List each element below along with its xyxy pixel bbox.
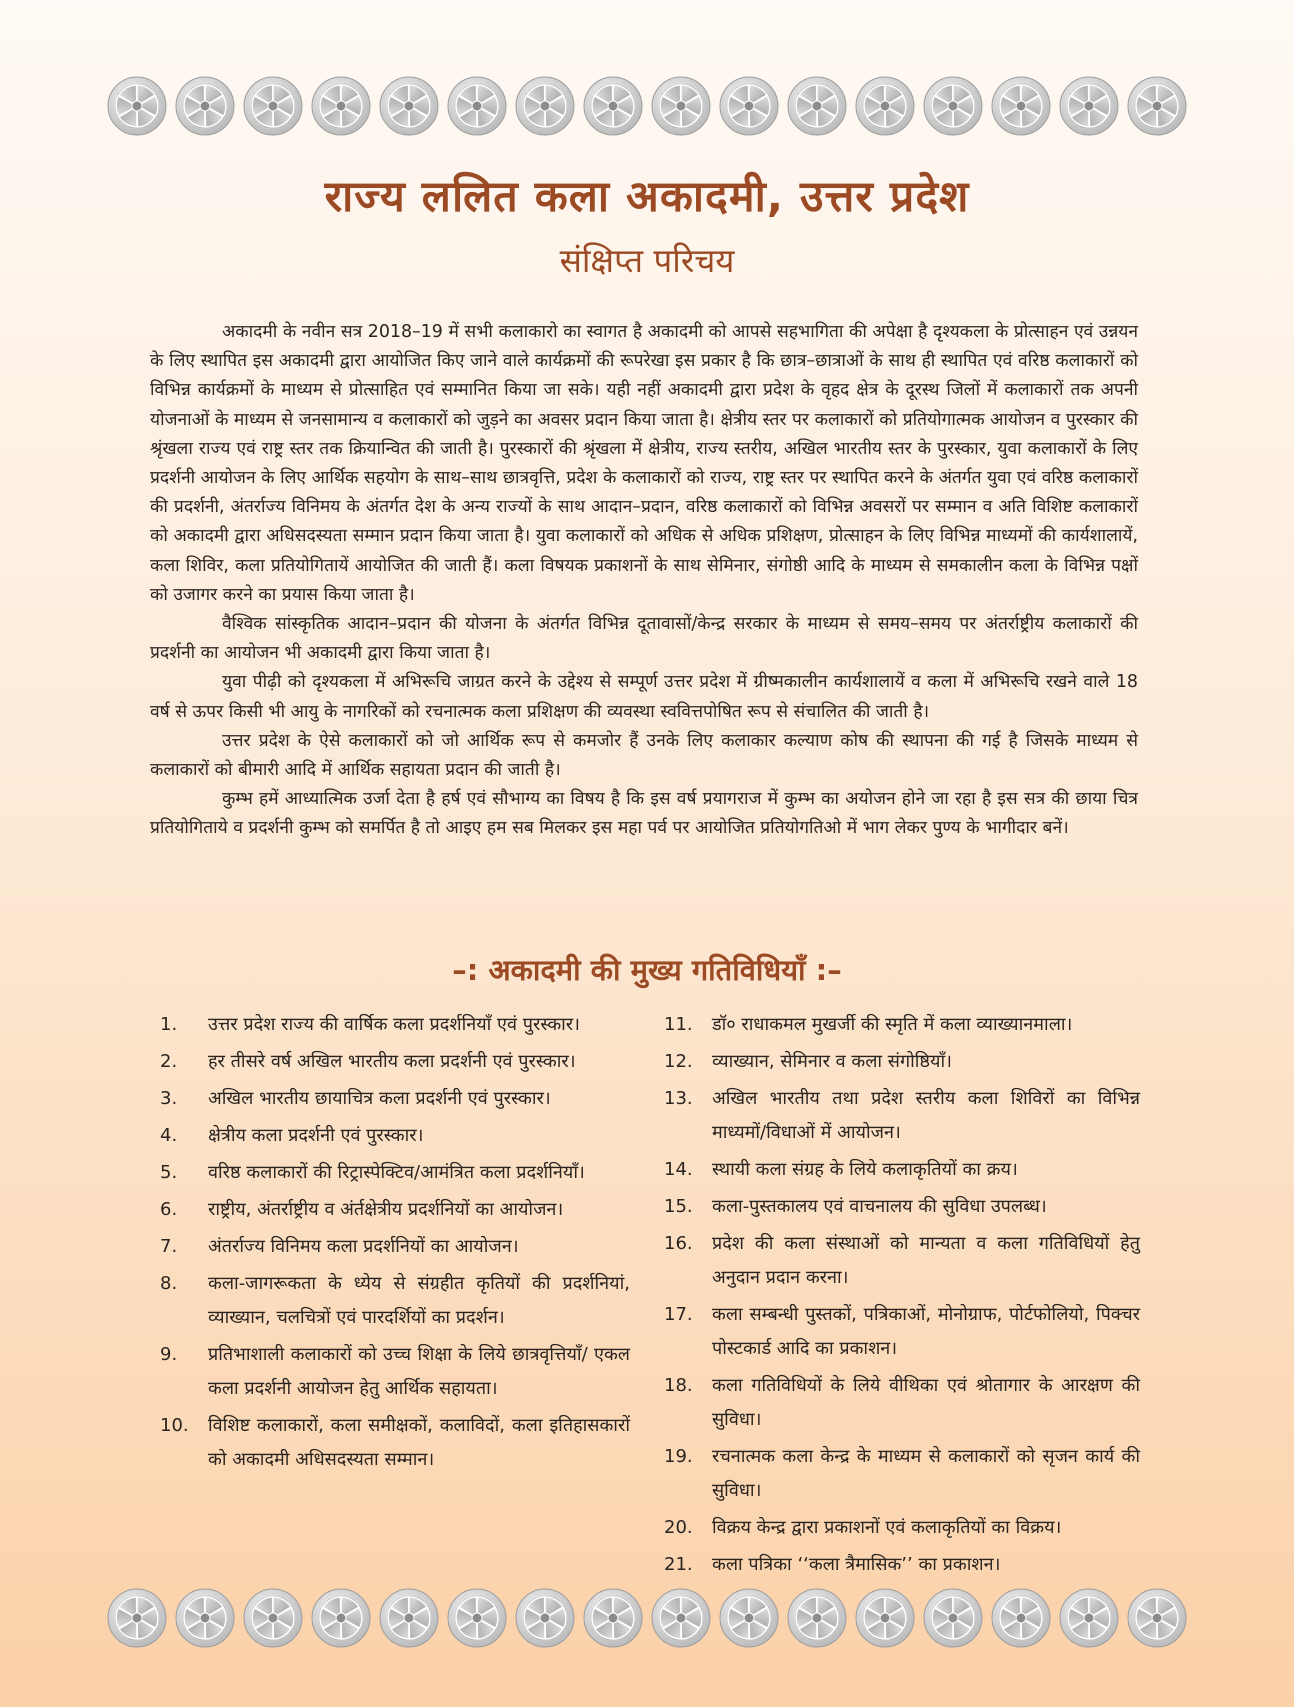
camera-shutter-icon xyxy=(175,76,235,140)
camera-shutter-icon xyxy=(243,1588,303,1652)
activity-number: 3. xyxy=(160,1088,178,1109)
camera-shutter-icon xyxy=(991,1588,1051,1652)
activity-item xyxy=(160,1193,630,1227)
camera-shutter-icon xyxy=(855,76,915,140)
camera-shutter-icon xyxy=(719,1588,779,1652)
activity-number: 9. xyxy=(160,1344,178,1365)
camera-shutter-icon xyxy=(787,1588,847,1652)
camera-shutter-icon xyxy=(515,76,575,140)
activity-item xyxy=(160,1008,630,1042)
camera-shutter-icon xyxy=(1059,1588,1119,1652)
activity-number: 4. xyxy=(160,1125,178,1146)
activity-number: 12. xyxy=(664,1051,693,1072)
activity-text: कला पत्रिका ‘‘कला त्रैमासिक’’ का प्रकाशन। xyxy=(712,1554,1001,1575)
activity-text: स्थायी कला संग्रह के लिये कलाकृतियों का क्रय। xyxy=(712,1159,1018,1180)
camera-shutter-icon xyxy=(651,76,711,140)
activity-number: 21. xyxy=(664,1554,693,1575)
camera-shutter-icon xyxy=(447,76,507,140)
intro-paragraph: उत्तर प्रदेश के ऐसे कलाकारों को जो आर्थिक रूप से कमजोर हैं उनके लिए कलाकार कल्याण कोष की स्थापना की गई है जिसके माध्यम से कलाकारों को बीमारी आदि में आर्थिक सहायता प्रदान की जाती है। xyxy=(150,730,1138,781)
intro-paragraph: युवा पीढ़ी को दृश्यकला में अभिरूचि जाग्रत करने के उद्देश्य से सम्पूर्ण उत्तर प्रदेश में ग्रीष्मकालीन कार्यशालायें व कला में अभिरूचि रखने वाले 18 वर्ष से ऊपर किसी भी आयु के नागरिकों को रचनात्मक कला प्रशिक्षण की व्यवस्था स्ववित्तपोषित रूप से संचालित की जाती है। xyxy=(150,672,1138,722)
camera-shutter-icon xyxy=(1127,76,1187,140)
intro-paragraph: कुम्भ हमें आध्यात्मिक उर्जा देता है हर्ष एवं सौभाग्य का विषय है कि इस वर्ष प्रयागराज में कुम्भ का अयोजन होने जा रहा है इस सत्र की छाया चित्र प्रतियोगिताये व प्रदर्शनी कुम्भ को समर्पित है तो आइए हम सब मिलकर इस महा पर्व पर आयोजित प्रतियोगतिओ में भाग लेकर पुण्य के भागीदार बनें। xyxy=(150,789,1138,839)
activity-item xyxy=(664,1440,1140,1508)
camera-shutter-icon xyxy=(923,1588,983,1652)
page-subtitle: संक्षिप्त परिचय xyxy=(559,241,735,280)
activity-number: 15. xyxy=(664,1196,693,1217)
camera-shutter-icon xyxy=(379,76,439,140)
activity-text: वरिष्ठ कलाकारों की रिट्रास्पेक्टिव/आमंत्रित कला प्रदर्शनियाँ। xyxy=(208,1162,585,1183)
camera-shutter-icon xyxy=(243,76,303,140)
bottom-shutter-border xyxy=(0,1588,1294,1652)
activity-text: उत्तर प्रदेश राज्य की वार्षिक कला प्रदर्शनियाँ एवं पुरस्कार। xyxy=(208,1014,580,1035)
activity-text: अखिल भारतीय छायाचित्र कला प्रदर्शनी एवं पुरस्कार। xyxy=(208,1088,551,1109)
activity-text: व्याख्यान, सेमिनार व कला संगोष्ठियाँ। xyxy=(712,1051,952,1072)
activity-number: 7. xyxy=(160,1236,178,1257)
activity-item xyxy=(664,1082,1140,1150)
activity-item xyxy=(664,1008,1140,1042)
top-shutter-border xyxy=(0,76,1294,140)
activity-item xyxy=(664,1548,1140,1582)
activity-text: क्षेत्रीय कला प्रदर्शनी एवं पुरस्कार। xyxy=(208,1125,424,1146)
activity-number: 1. xyxy=(160,1014,178,1035)
activity-item xyxy=(160,1119,630,1153)
activity-text: अंतर्राज्य विनिमय कला प्रदर्शनियों का आयोजन। xyxy=(208,1236,519,1257)
page-title: राज्य ललित कला अकादमी, उत्तर प्रदेश xyxy=(324,172,970,222)
activity-item xyxy=(160,1230,630,1264)
activity-text: प्रतिभाशाली कलाकारों को उच्च शिक्षा के लिये छात्रवृत्तियाँ/ एकल कला प्रदर्शनी आयोजन हेतु आर्थिक सहायता। xyxy=(208,1344,630,1399)
activity-item xyxy=(664,1298,1140,1366)
camera-shutter-icon xyxy=(651,1588,711,1652)
activity-text: विशिष्ट कलाकारों, कला समीक्षकों, कलाविदों, कला इतिहासकारों को अकादमी अधिसदस्यता सम्मान। xyxy=(208,1415,630,1470)
camera-shutter-icon xyxy=(515,1588,575,1652)
activity-number: 19. xyxy=(664,1446,693,1467)
activity-text: कला-पुस्तकालय एवं वाचनालय की सुविधा उपलब्ध। xyxy=(712,1196,1047,1217)
activity-number: 11. xyxy=(664,1014,693,1035)
activity-number: 16. xyxy=(664,1233,693,1254)
camera-shutter-icon xyxy=(175,1588,235,1652)
activity-number: 14. xyxy=(664,1159,693,1180)
activity-item xyxy=(664,1153,1140,1187)
activity-item xyxy=(160,1409,630,1477)
camera-shutter-icon xyxy=(107,1588,167,1652)
camera-shutter-icon xyxy=(1059,76,1119,140)
activity-text: कला-जागरूकता के ध्येय से संग्रहीत कृतियों की प्रदर्शनियां, व्याख्यान, चलचित्रों एवं पारदर्शियों का प्रदर्शन। xyxy=(208,1273,630,1328)
activities-heading: –: अकादमी की मुख्य गतिविधियाँ :– xyxy=(452,953,842,987)
camera-shutter-icon xyxy=(719,76,779,140)
activity-item xyxy=(664,1227,1140,1295)
activity-text: कला गतिविधियों के लिये वीथिका एवं श्रोतागार के आरक्षण की सुविधा। xyxy=(712,1375,1140,1430)
activity-text: रचनात्मक कला केन्द्र के माध्यम से कलाकारों को सृजन कार्य की सुविधा। xyxy=(712,1446,1140,1501)
intro-text xyxy=(150,318,1138,844)
camera-shutter-icon xyxy=(447,1588,507,1652)
activity-text: विक्रय केन्द्र द्वारा प्रकाशनों एवं कलाकृतियों का विक्रय। xyxy=(712,1517,1062,1538)
camera-shutter-icon xyxy=(107,76,167,140)
activity-item xyxy=(664,1190,1140,1224)
activity-text: हर तीसरे वर्ष अखिल भारतीय कला प्रदर्शनी एवं पुरस्कार। xyxy=(208,1051,576,1072)
activities-list-right xyxy=(664,1008,1140,1585)
activity-number: 8. xyxy=(160,1273,178,1294)
activity-text: राष्ट्रीय, अंतर्राष्ट्रीय व अंर्तक्षेत्रीय प्रदर्शनियों का आयोजन। xyxy=(208,1199,564,1220)
activity-text: प्रदेश की कला संस्थाओं को मान्यता व कला गतिविधियों हेतु अनुदान प्रदान करना। xyxy=(712,1233,1140,1288)
activity-number: 18. xyxy=(664,1375,693,1396)
activity-number: 5. xyxy=(160,1162,178,1183)
activity-text: अखिल भारतीय तथा प्रदेश स्तरीय कला शिविरों का विभिन्न माध्यमों/विधाओं में आयोजन। xyxy=(712,1088,1140,1143)
activity-item xyxy=(160,1338,630,1406)
activity-item xyxy=(160,1156,630,1190)
camera-shutter-icon xyxy=(923,76,983,140)
activity-number: 13. xyxy=(664,1088,693,1109)
intro-paragraph: वैश्विक सांस्कृतिक आदान–प्रदान की योजना के अंतर्गत विभिन्न दूतावासों/केन्द्र सरकार के माध्यम से समय–समय पर अंतर्राष्ट्रीय कलाकारों की प्रदर्शनी का आयोजन भी अकादमी द्वारा किया जाता है। xyxy=(150,614,1138,664)
camera-shutter-icon xyxy=(311,76,371,140)
activity-item xyxy=(160,1267,630,1335)
activity-text: डॉ० राधाकमल मुखर्जी की स्मृति में कला व्याख्यानमाला। xyxy=(712,1014,1073,1035)
camera-shutter-icon xyxy=(583,76,643,140)
camera-shutter-icon xyxy=(1127,1588,1187,1652)
activity-number: 20. xyxy=(664,1517,693,1538)
activity-item xyxy=(160,1082,630,1116)
activity-item xyxy=(160,1045,630,1079)
activity-item xyxy=(664,1511,1140,1545)
camera-shutter-icon xyxy=(855,1588,915,1652)
camera-shutter-icon xyxy=(991,76,1051,140)
camera-shutter-icon xyxy=(379,1588,439,1652)
activity-number: 2. xyxy=(160,1051,178,1072)
camera-shutter-icon xyxy=(787,76,847,140)
activity-item xyxy=(664,1045,1140,1079)
activity-text: कला सम्बन्धी पुस्तकों, पत्रिकाओं, मोनोग्राफ, पोर्टफोलियो, पिक्चर पोस्टकार्ड आदि का प्रकाशन। xyxy=(712,1304,1140,1359)
activity-number: 6. xyxy=(160,1199,178,1220)
intro-paragraph: अकादमी के नवीन सत्र 2018–19 में सभी कलाकारो का स्वागत है अकादमी को आपसे सहभागिता की अपेक्षा है दृश्यकला के प्रोत्साहन एवं उन्नयन के लिए स्थापित इस अकादमी द्वारा आयोजित किए जाने वाले कार्यक्रमों की रूपरेखा इस प्रकार है कि छात्र–छात्राओं के साथ ही स्थापित एवं वरिष्ठ कलाकारों को विभिन्न कार्यक्रमों के माध्यम से प्रोत्साहित एवं सम्मानित किया जा सके। यही नहीं अकादमी द्वारा प्रदेश के वृहद क्षेत्र के दूरस्थ जिलों में कलाकारों तक अपनी योजनाओं के माध्यम से जनसामान्य व कलाकारों को जुड़ने का अवसर प्रदान किया जाता है। क्षेत्रीय स्तर पर कलाकारों को प्रतियोगात्मक आयोजन व पुरस्कार की श्रृंखला राज्य एवं राष्ट्र स्तर तक क्रियान्वित की जाती है। पुरस्कारों की श्रृंखला में क्षेत्रीय, राज्य स्तरीय, अखिल भारतीय स्तर के पुरस्कार, युवा कलाकारों के लिए प्रदर्शनी आयोजन के लिए आर्थिक सहयोग के साथ–साथ छात्रवृत्ति, प्रदेश के कलाकारों को राज्य, राष्ट्र स्तर पर स्थापित करने के अंतर्गत युवा एवं वरिष्ठ कलाकारों की प्रदर्शनी, अंतर्राज्य विनिमय के अंतर्गत देश के अन्य राज्यों के साथ आदान–प्रदान, वरिष्ठ कलाकारों को विभिन्न अवसरों पर सम्मान व अति विशिष्ट कलाकारों को अकादमी द्वारा अधिसदस्यता सम्मान प्रदान किया जाता है। युवा कलाकारों को अधिक से अधिक प्रशिक्षण, प्रोत्साहन के लिए विभिन्न माध्यमों की कार्यशालायें, कला शिविर, कला प्रतियोगितायें आयोजित की जाती हैं। कला विषयक प्रकाशनों के साथ सेमिनार, संगोष्ठी आदि के माध्यम से समकालीन कला के विभिन्न पक्षों को उजागर करने का प्रयास किया जाता है। xyxy=(150,322,1138,605)
camera-shutter-icon xyxy=(583,1588,643,1652)
activities-list-left xyxy=(160,1008,630,1480)
activity-number: 10. xyxy=(160,1415,189,1436)
camera-shutter-icon xyxy=(311,1588,371,1652)
activity-number: 17. xyxy=(664,1304,693,1325)
activity-item xyxy=(664,1369,1140,1437)
